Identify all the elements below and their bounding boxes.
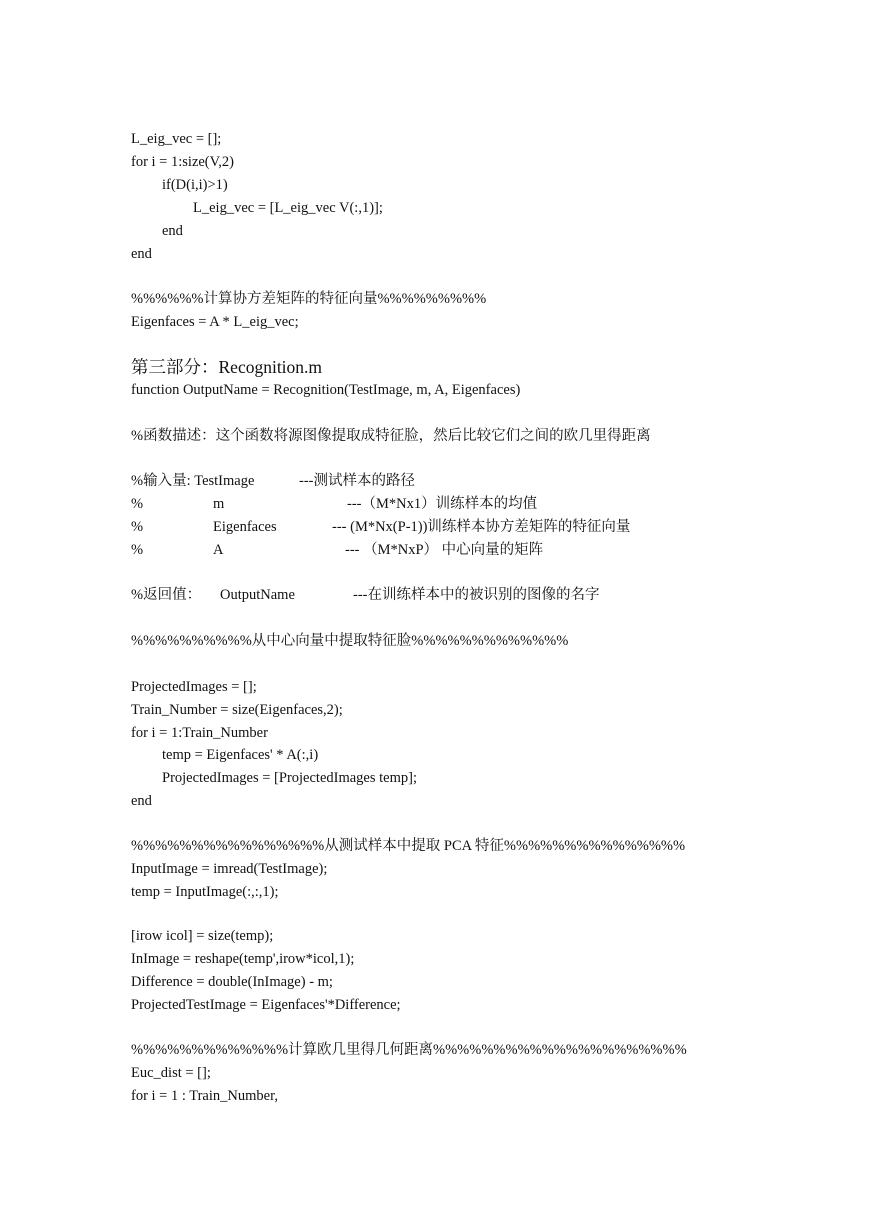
input-param-row [131,541,751,559]
code-comment: %%%%%%计算协方差矩阵的特征向量%%%%%%%%% [131,291,487,307]
code-line: for i = 1:Train_Number [131,725,268,741]
code-line: for i = 1 : Train_Number, [131,1088,278,1104]
code-line: Eigenfaces = A * L_eig_vec; [131,314,299,330]
code-comment: %%%%%%%%%%%%%%%%从测试样本中提取 PCA 特征%%%%%%%%%%%%%%% [131,838,686,854]
return-desc: ---在训练样本中的被识别的图像的名字 [353,587,600,603]
input-param-row [131,495,751,513]
code-line: InImage = reshape(temp',irow*icol,1); [131,951,355,967]
code-line: ProjectedTestImage = Eigenfaces'*Difference; [131,997,401,1013]
code-line: if(D(i,i)>1) [162,177,228,193]
param-prefix: %输入量: TestImage [131,473,255,489]
input-param-row [131,472,751,490]
function-signature: function OutputName = Recognition(TestImage, m, A, Eigenfaces) [131,382,521,398]
param-name: Eigenfaces [213,519,277,535]
param-name: m [213,496,225,512]
code-line: Train_Number = size(Eigenfaces,2); [131,702,343,718]
section-heading: 第三部分：Recognition.m [131,357,323,377]
code-line: temp = Eigenfaces' * A(:,i) [162,747,319,763]
code-line: for i = 1:size(V,2) [131,154,234,170]
code-line: end [131,246,152,262]
code-comment: %%%%%%%%%%从中心向量中提取特征脸%%%%%%%%%%%%% [131,633,569,649]
param-desc: --- （M*NxP） 中心向量的矩阵 [345,542,544,558]
code-comment: %%%%%%%%%%%%%计算欧几里得几何距离%%%%%%%%%%%%%%%%%%%%% [131,1042,687,1058]
code-line: Euc_dist = []; [131,1065,211,1081]
code-line: [irow icol] = size(temp); [131,928,274,944]
return-name: OutputName [220,587,295,603]
param-desc: --- (M*Nx(P-1))训练样本协方差矩阵的特征向量 [332,519,631,535]
param-desc: ---测试样本的路径 [299,473,415,489]
param-prefix: % [131,542,144,558]
code-line: ProjectedImages = [ProjectedImages temp]; [162,770,417,786]
code-line: end [162,223,183,239]
code-comment: %函数描述：这个函数将源图像提取成特征脸，然后比较它们之间的欧几里得距离 [131,428,651,444]
code-line: InputImage = imread(TestImage); [131,861,328,877]
code-line: end [131,793,152,809]
code-line: L_eig_vec = []; [131,131,222,147]
param-desc: ---（M*Nx1）训练样本的均值 [347,496,538,512]
return-row [131,586,751,604]
code-line: Difference = double(InImage) - m; [131,974,333,990]
return-prefix: %返回值： [131,587,202,603]
code-line: temp = InputImage(:,:,1); [131,884,279,900]
code-line: ProjectedImages = []; [131,679,257,695]
input-param-row [131,518,751,536]
param-prefix: % [131,519,144,535]
param-prefix: % [131,496,144,512]
param-name: A [213,542,224,558]
code-line: L_eig_vec = [L_eig_vec V(:,1)]; [193,200,383,216]
